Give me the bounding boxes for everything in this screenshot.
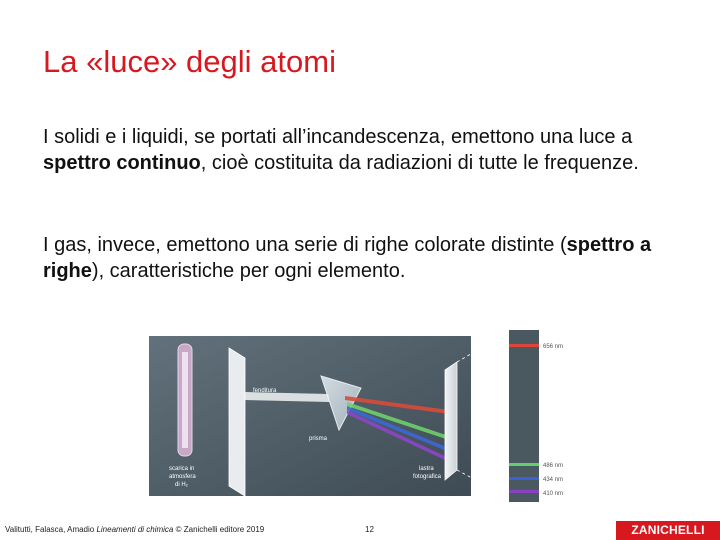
paragraph-continuous-spectrum — [43, 124, 693, 176]
page-number: 12 — [365, 525, 374, 534]
label-486nm: 486 nm — [543, 463, 564, 469]
footer-authors: Valitutti, Falasca, Amadio — [5, 525, 97, 534]
publisher-logo: ZANICHELLI — [616, 521, 720, 540]
paragraph-text: I solidi e i liquidi, se portati all’incandescenza, emettono una luce a — [43, 126, 633, 148]
label-lastra-line2: fotografica — [413, 474, 442, 480]
spectrum-strip — [509, 330, 539, 502]
paragraph-text: I gas, invece, emettono una serie di righe colorate distinte ( — [43, 234, 567, 256]
label-656nm: 656 nm — [543, 344, 564, 350]
paragraph-text: , cioè costituita da radiazioni di tutte le frequenze. — [200, 152, 639, 174]
label-434nm: 434 nm — [543, 477, 564, 483]
spectral-line-410 — [509, 490, 539, 493]
label-source-line3: di H₂ — [175, 482, 188, 488]
label-lastra-line1: lastra — [419, 466, 434, 472]
label-prisma: prisma — [309, 436, 328, 442]
term-line-spectrum: spettro a righe — [43, 234, 652, 282]
paragraph-line-spectrum — [43, 232, 693, 284]
paragraph-text: ), caratteristiche per ogni elemento. — [91, 260, 406, 282]
slide-title: La «luce» degli atomi — [43, 44, 336, 79]
spectral-line-656 — [509, 344, 539, 347]
label-410nm: 410 nm — [543, 491, 564, 497]
footer-publisher: © Zanichelli editore 2019 — [173, 525, 265, 534]
apparatus-background — [149, 336, 471, 496]
discharge-tube-glow — [182, 352, 188, 448]
spectroscope-figure — [149, 330, 579, 502]
label-fenditura: fenditura — [253, 388, 277, 394]
spectral-line-486 — [509, 463, 539, 466]
photographic-plate — [445, 362, 457, 480]
term-continuous-spectrum: spettro continuo — [43, 152, 201, 174]
footer-book-title: Lineamenti di chimica — [96, 525, 174, 534]
spectral-line-434 — [509, 477, 539, 480]
label-source-line1: scarica in — [169, 466, 195, 472]
label-source-line2: atmosfera — [169, 474, 196, 480]
footer-citation — [5, 525, 264, 534]
slit-screen — [229, 348, 245, 496]
